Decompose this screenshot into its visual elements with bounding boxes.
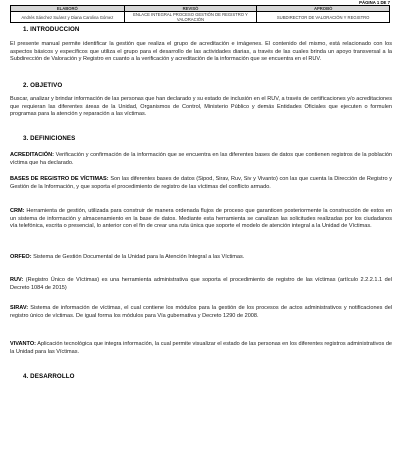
paragraph-introduccion: El presente manual permite identificar la gestión que realiza el grupo de acreditación e imágenes. El contenido del mismo, está relacionado con los aspectos básicos y específicos que utiliza el grupo para el desarrollo de las actividades diarias, a través de las cuales brinda un apoyo transversal a la Subdirección de Valoración y Registro en cuanto a la verificación y acreditación de la información que se encuentra en el RUV. — [10, 41, 392, 63]
definition-term: RUV: — [10, 277, 24, 283]
definition-term: ORFEO: — [10, 254, 32, 260]
definition-ruv — [10, 277, 392, 292]
definition-vivanto — [10, 341, 392, 356]
header-cell-aprobo: APROBÓ — [257, 6, 390, 12]
definition-text: Verificación y confirmación de la información que se encuentra en las diferentes bases de datos que contienen registros de la población víctima que ha declarado. — [10, 152, 393, 166]
header-cell-reviso: REVISÓ — [124, 6, 257, 12]
header-cell-elaboro: ELABORÓ — [11, 6, 125, 12]
definition-text: Sistema de Gestión Documental de la Unidad para la Atención Integral a las Víctimas. — [33, 254, 245, 260]
definition-text: Herramienta de gestión, utilizada para construir de manera ordenada flujos de proceso que garanticen posteriormente la construcción de estos en un sistema de información y almacenamiento en la base de datos. Mediante esta herramienta se canalizan las solicitudes realizadas por los ciudadanos vía telefónica, escrita o presencial, lo anterior con el fin de crear una ruta única que soporte el modelo de atención integral a la Unidad de Víctimas. — [10, 208, 392, 230]
definition-term: BASES DE REGISTRO DE VÍCTIMAS: — [10, 176, 109, 182]
definition-text: Aplicación tecnológica que integra información, la cual permite visualizar el estado de las personas en los diferentes registros administrativos de la Unidad para las Víctimas. — [10, 341, 392, 355]
definition-term: VIVANTO: — [10, 341, 36, 347]
paragraph-objetivo: Buscar, analizar y brindar información de las personas que han declarado y su estado de inclusión en el RUV, a través de certificaciones y/o acreditaciones que requieran las diferentes áreas de la Unidad, Organismos de Control, Ministerio Público y demás Entidades Oficiales que ejecuten o formulen programas para la atención y reparación a las víctimas. — [10, 96, 392, 118]
section-heading-definiciones: 3. DEFINICIONES — [23, 135, 76, 142]
definition-crm — [10, 208, 392, 231]
definition-orfeo — [10, 254, 392, 262]
approval-value-row — [11, 12, 390, 23]
value-cell-elaboro: Andrés Sánchez Suárez y Diana Carolina Gómez — [11, 12, 125, 23]
definition-acreditacion — [10, 152, 392, 167]
definition-text: Sistema de información de víctimas, el cual contiene los módulos para la gestión de los procesos de actos administrativos y notificaciones del registro único de víctimas. De igual forma los módulos para Vía gubernativa y Decreto 1290 de 2008. — [10, 305, 393, 319]
definition-text: (Registro Único de Víctimas) es una herramienta administrativa que soporta el procedimiento de registro de las víctimas (artículo 2.2.2.1.1 del Decreto 1084 de 2015) — [10, 277, 392, 291]
page-number: PÁGINA 1 DE 7 — [359, 0, 390, 5]
value-cell-reviso: ENLACE INTEGRAL PROCESO GESTIÓN DE REGISTRO Y VALORACIÓN — [124, 12, 257, 23]
definition-term: SIRAV: — [10, 305, 29, 311]
definition-sirav — [10, 305, 392, 320]
section-heading-introduccion: 1. INTRODUCCION — [23, 26, 80, 33]
section-heading-desarrollo: 4. DESARROLLO — [23, 373, 75, 380]
value-cell-aprobo: SUBDIRECTOR DE VALORACIÓN Y REGISTRO — [257, 12, 390, 23]
section-heading-objetivo: 2. OBJETIVO — [23, 82, 63, 89]
definition-text: Son las diferentes bases de datos (Sipod, Sirav, Ruv, Siv y Vivanto) con las que cuenta la Dirección de Registro y Gestión de la Información, y que soporta el procedimiento de registro de las víctimas del conflicto armado. — [10, 176, 392, 190]
approval-table — [10, 5, 390, 23]
definition-bases-registro — [10, 176, 392, 191]
definition-term: ACREDITACIÓN: — [10, 152, 54, 158]
definition-term: CRM: — [10, 208, 25, 214]
